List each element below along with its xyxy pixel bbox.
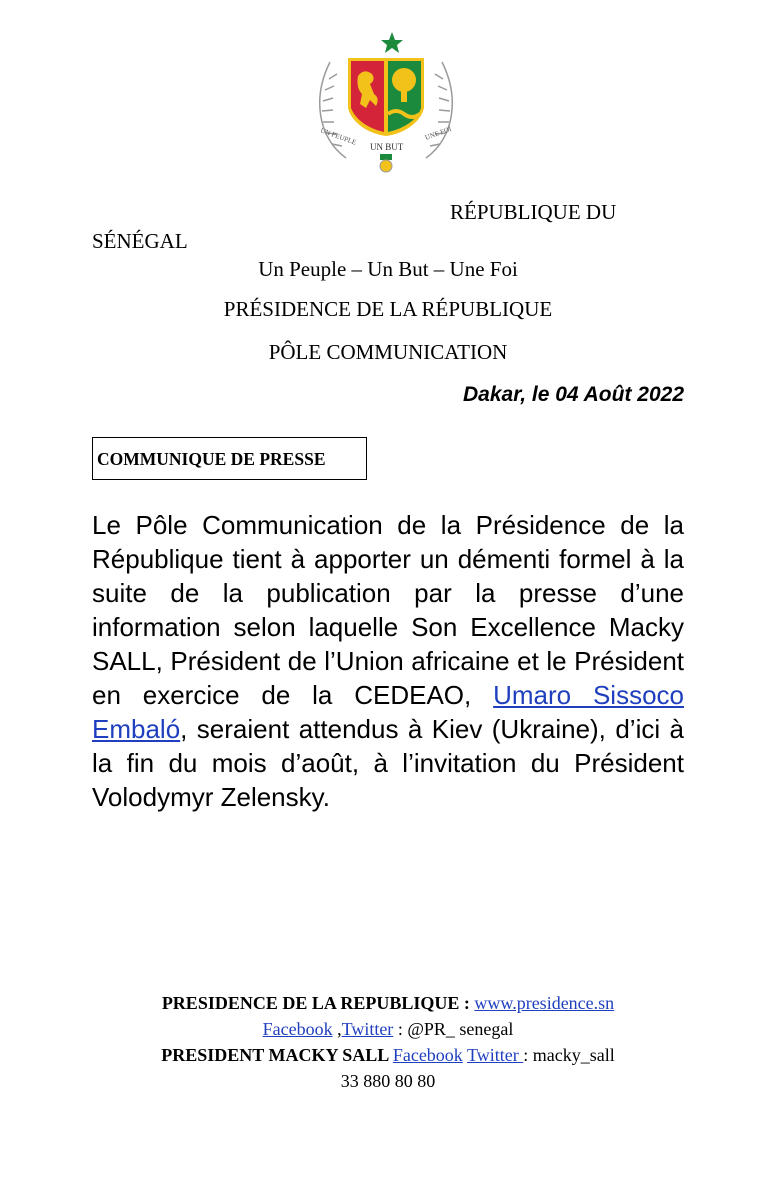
medal-icon — [380, 154, 392, 172]
pole-communication-heading: PÔLE COMMUNICATION — [268, 340, 508, 364]
presidency-facebook-link[interactable]: Facebook — [262, 1019, 333, 1039]
footer-separator: , — [332, 1019, 342, 1039]
body-paragraph — [92, 508, 684, 814]
president-twitter-link[interactable]: Twitter — [467, 1045, 524, 1065]
footer-president-label: PRESIDENT MACKY SALL — [161, 1045, 393, 1065]
presidence-website-link[interactable]: www.presidence.sn — [474, 993, 615, 1013]
press-release-box — [92, 437, 367, 480]
president-facebook-link[interactable]: Facebook — [392, 1045, 463, 1065]
palm-branch-left — [320, 62, 346, 158]
emblem-motto-right: UNE FOI — [423, 124, 453, 142]
emblem-motto-bottom: UN BUT — [370, 142, 404, 152]
body-text-after-link: , seraient attendus à Kiev (Ukraine), d’ici à la fin du mois d’août, à l’invitation du Président Volodymyr Zelensky. — [92, 714, 684, 812]
header-republic-part1: RÉPUBLIQUE DU — [450, 200, 617, 224]
footer-phone: 33 880 80 80 — [340, 1071, 436, 1091]
umaro-sissoco-embalo-link[interactable]: Umaro Sissoco Embaló — [92, 680, 684, 744]
presidency-twitter-link[interactable]: Twitter — [341, 1019, 394, 1039]
footer-line-president — [0, 1045, 776, 1066]
date-line: Dakar, le 04 Août 2022 — [462, 383, 684, 406]
emblem-motto-left: UN PEUPLE — [319, 126, 358, 147]
press-release-body — [92, 508, 684, 814]
footer-line-presidency — [0, 993, 776, 1014]
president-twitter-handle: : macky_sall — [523, 1045, 615, 1065]
presidency-twitter-handle: : @PR_ senegal — [393, 1019, 514, 1039]
presidency-heading: PRÉSIDENCE DE LA RÉPUBLIQUE — [223, 297, 553, 321]
footer-line-social — [0, 1019, 776, 1040]
green-star-icon — [381, 32, 403, 53]
footer-presidency-label: PRESIDENCE DE LA REPUBLIQUE : — [161, 993, 475, 1013]
palm-branch-right — [423, 62, 453, 158]
national-motto: Un Peuple – Un But – Une Foi — [258, 257, 518, 281]
header-republic-part2: SÉNÉGAL — [92, 229, 188, 253]
shield — [348, 58, 424, 136]
body-text-before-link: Le Pôle Communication de la Présidence de la République tient à apporter un démenti formel à la suite de la publication par la presse d’une information selon laquelle Son Excellence Macky SALL, Président de l’Union africaine et le Président en exercice de la CEDEAO, — [92, 510, 684, 710]
press-release-label: COMMUNIQUE DE PRESSE — [97, 449, 326, 469]
senegal-coat-of-arms-emblem — [306, 28, 466, 176]
